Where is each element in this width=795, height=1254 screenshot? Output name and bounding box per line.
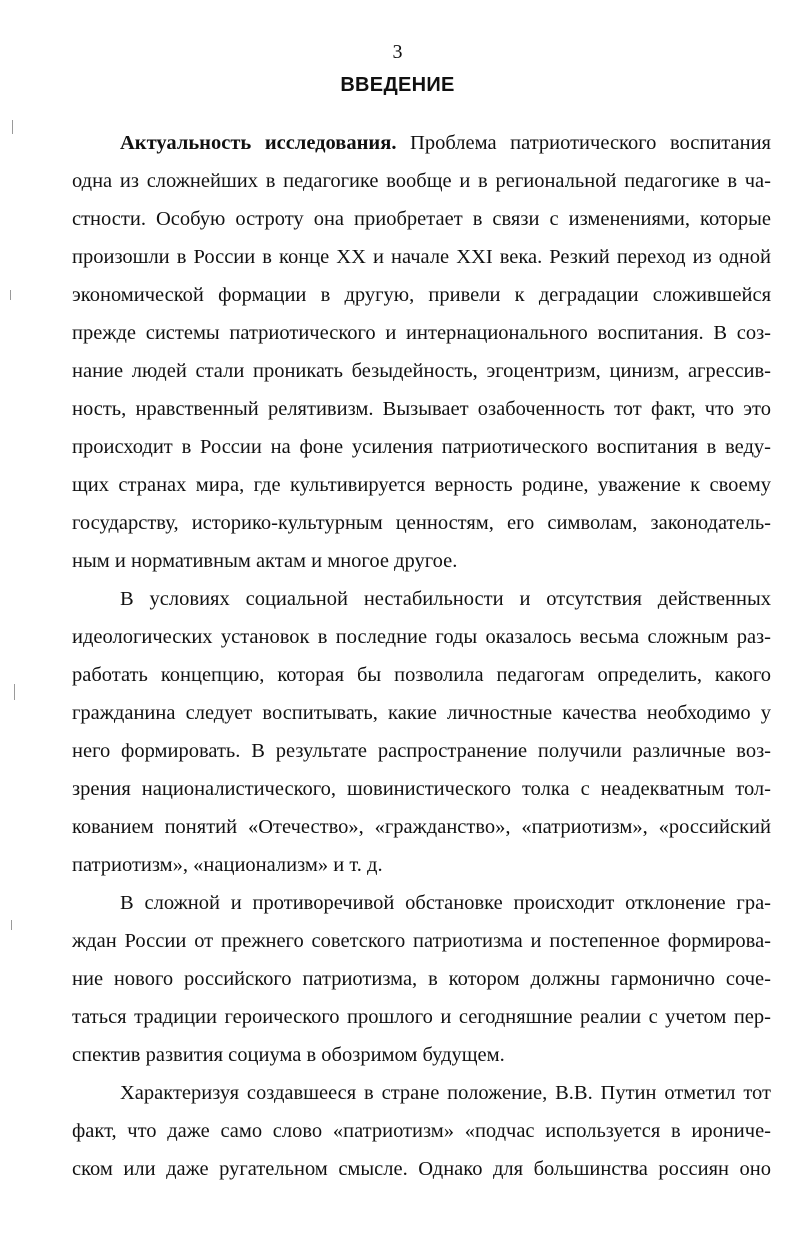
text-line: щих странах мира, где культивируется верность родине, уважение к своему [72, 474, 771, 496]
text-line: Актуальность исследования. Проблема патриотического воспитания [120, 132, 771, 154]
text-line: происходит в России на фоне усиления патриотического воспитания в веду- [72, 436, 771, 458]
text-line: зрения националистического, шовинистического толка с неадекватным тол- [72, 778, 771, 800]
text-line: нание людей стали проникать безыдейность, эгоцентризм, цинизм, агрессив- [72, 360, 771, 382]
text-line: работать концепцию, которая бы позволила педагогам определить, какого [72, 664, 771, 686]
text-line: ным и нормативным актам и многое другое. [72, 550, 458, 572]
scan-artifact [14, 684, 15, 700]
page-number: 3 [392, 41, 403, 63]
text-line: кованием понятий «Отечество», «гражданство», «патриотизм», «российский [72, 816, 771, 838]
text-line: государству, историко-культурным ценностям, его символам, законодатель- [72, 512, 771, 534]
text-line: патриотизм», «национализм» и т. д. [72, 854, 383, 876]
text-line: ние нового российского патриотизма, в котором должны гармонично соче- [72, 968, 771, 990]
page-title: ВВЕДЕНИЕ [340, 74, 455, 96]
text-line: таться традиции героического прошлого и сегодняшние реалии с учетом пер- [72, 1006, 771, 1028]
text-line: произошли в России в конце XX и начале XXI века. Резкий переход из одной [72, 246, 771, 268]
text-line: одна из сложнейших в педагогике вообще и в региональной педагогике в ча- [72, 170, 771, 192]
text-line: идеологических установок в последние годы оказалось весьма сложным раз- [72, 626, 771, 648]
text-line: В условиях социальной нестабильности и отсутствия действенных [120, 588, 771, 610]
scan-artifact [12, 120, 13, 134]
text-line: факт, что даже само слово «патриотизм» «подчас используется в ирониче- [72, 1120, 771, 1142]
text-line: него формировать. В результате распространение получили различные воз- [72, 740, 771, 762]
text-line: экономической формации в другую, привели к деградации сложившейся [72, 284, 771, 306]
text-line: гражданина следует воспитывать, какие личностные качества необходимо у [72, 702, 771, 724]
scan-artifact [10, 290, 11, 300]
text-line: прежде системы патриотического и интернационального воспитания. В соз- [72, 322, 771, 344]
text-line: ность, нравственный релятивизм. Вызывает озабоченность тот факт, что это [72, 398, 771, 420]
text-line: спектив развития социума в обозримом будущем. [72, 1044, 505, 1066]
text-line: ждан России от прежнего советского патриотизма и постепенное формирова- [72, 930, 771, 952]
scan-artifact [11, 920, 12, 930]
text-line: ском или даже ругательном смысле. Однако для большинства россиян оно [72, 1158, 771, 1180]
text-line: Характеризуя создавшееся в стране положение, В.В. Путин отметил тот [120, 1082, 771, 1104]
lead-phrase: Актуальность исследования. [120, 132, 397, 154]
text-line: В сложной и противоречивой обстановке происходит отклонение гра- [120, 892, 771, 914]
text-line: стности. Особую остроту она приобретает в связи с изменениями, которые [72, 208, 771, 230]
